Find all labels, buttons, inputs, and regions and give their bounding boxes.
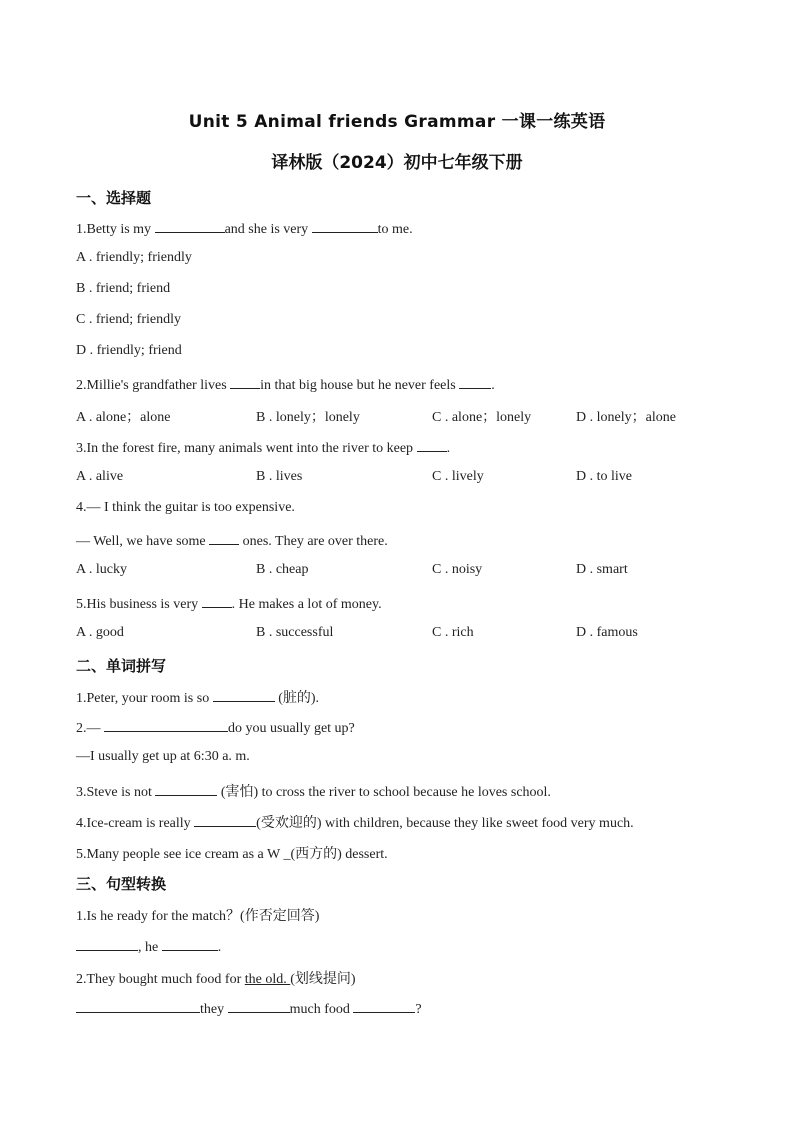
question-text: 3.In the forest fire, many animals went into the river to keep <box>76 441 417 456</box>
option-b: B . lives <box>256 469 303 484</box>
question-text: — Well, we have some <box>76 534 210 549</box>
question-text: 4.Ice-cream is really <box>76 816 195 831</box>
option-b: B . cheap <box>256 562 309 577</box>
option-d: D . friendly; friend <box>76 343 182 358</box>
answer-blank <box>76 937 138 951</box>
answer-blank <box>228 999 290 1013</box>
transform-question-2 <box>76 968 356 988</box>
question-text: ones. They are over there. <box>239 534 388 549</box>
section-heading-multiple-choice: 一、选择题 <box>76 189 152 207</box>
answer-text: they <box>200 1002 228 1017</box>
worksheet-subtitle: 译林版（2024）初中七年级下册 <box>271 153 523 173</box>
transform-question-2-answer <box>76 999 422 1018</box>
question-text: to me. <box>377 222 413 237</box>
spelling-question-2-answer: —I usually get up at 6:30 a. m. <box>76 749 250 764</box>
question-text: 1.Betty is my <box>76 222 155 237</box>
option-c: C . lively <box>432 469 484 484</box>
answer-blank <box>209 531 239 545</box>
option-c: C . noisy <box>432 562 483 577</box>
option-c: C . alone；lonely <box>432 410 532 425</box>
answer-blank <box>162 937 218 951</box>
question-text: 2.They bought much food for <box>76 972 245 987</box>
option-d: D . famous <box>576 625 638 640</box>
answer-blank <box>155 219 225 233</box>
transform-question-1: 1.Is he ready for the match？(作否定回答) <box>76 909 320 924</box>
question-4-response <box>76 531 388 550</box>
question-3 <box>76 438 450 457</box>
section-heading-spelling: 二、单词拼写 <box>76 657 167 675</box>
question-text: . <box>446 441 451 456</box>
answer-blank <box>213 688 275 702</box>
option-a: A . lucky <box>76 562 127 577</box>
answer-text: . <box>217 940 222 955</box>
question-text: 3.Steve is not <box>76 785 156 800</box>
question-text: 1.Peter, your room is so <box>76 691 213 706</box>
option-c: C . rich <box>432 625 474 640</box>
option-d: D . smart <box>576 562 628 577</box>
answer-blank <box>194 813 256 827</box>
answer-blank <box>353 999 415 1013</box>
option-b: B . friend; friend <box>76 281 171 296</box>
answer-blank <box>230 375 260 389</box>
answer-blank <box>155 782 217 796</box>
question-1 <box>76 219 413 238</box>
answer-text: , he <box>138 940 162 955</box>
question-text: 5.His business is very <box>76 597 202 612</box>
answer-blank <box>417 438 447 452</box>
question-text: (受欢迎的) with children, because they like sweet food very much. <box>256 816 634 831</box>
spelling-question-1 <box>76 687 319 707</box>
question-text: (脏的). <box>274 691 320 706</box>
answer-blank <box>312 219 378 233</box>
option-b: B . lonely；lonely <box>256 410 360 425</box>
answer-blank <box>459 375 491 389</box>
option-d: D . to live <box>576 469 632 484</box>
option-b: B . successful <box>256 625 334 640</box>
option-d: D . lonely；alone <box>576 410 676 425</box>
question-text: (害怕) to cross the river to school because he loves school. <box>217 785 551 800</box>
option-a: A . alone；alone <box>76 410 171 425</box>
question-text: . <box>491 378 495 393</box>
worksheet-title: Unit 5 Animal friends Grammar 一课一练英语 <box>188 112 606 132</box>
spelling-question-3 <box>76 781 551 801</box>
question-text: (划线提问) <box>290 972 356 987</box>
answer-text: much food <box>289 1002 354 1017</box>
spelling-question-4 <box>76 812 634 832</box>
answer-blank <box>202 594 232 608</box>
spelling-question-5: 5.Many people see ice cream as a W _(西方的) dessert. <box>76 847 388 862</box>
underlined-phrase: the old. <box>244 972 291 987</box>
answer-blank <box>104 718 228 732</box>
option-a: A . good <box>76 625 124 640</box>
question-text: and she is very <box>224 222 312 237</box>
section-heading-sentence-transformation: 三、句型转换 <box>76 875 167 893</box>
question-text: . He makes a lot of money. <box>231 597 382 612</box>
answer-blank <box>76 999 200 1013</box>
option-a: A . alive <box>76 469 124 484</box>
question-4: 4.— I think the guitar is too expensive. <box>76 500 295 515</box>
question-text: in that big house but he never feels <box>260 378 460 393</box>
option-c: C . friend; friendly <box>76 312 181 327</box>
question-text: do you usually get up? <box>228 721 355 736</box>
spelling-question-2 <box>76 718 355 737</box>
question-2 <box>76 375 495 394</box>
question-text: 2.— <box>76 721 104 736</box>
question-5 <box>76 594 382 613</box>
option-a: A . friendly; friendly <box>76 250 192 265</box>
question-text: 2.Millie's grandfather lives <box>76 378 231 393</box>
answer-text: ? <box>415 1002 422 1017</box>
transform-question-1-answer <box>76 937 221 956</box>
